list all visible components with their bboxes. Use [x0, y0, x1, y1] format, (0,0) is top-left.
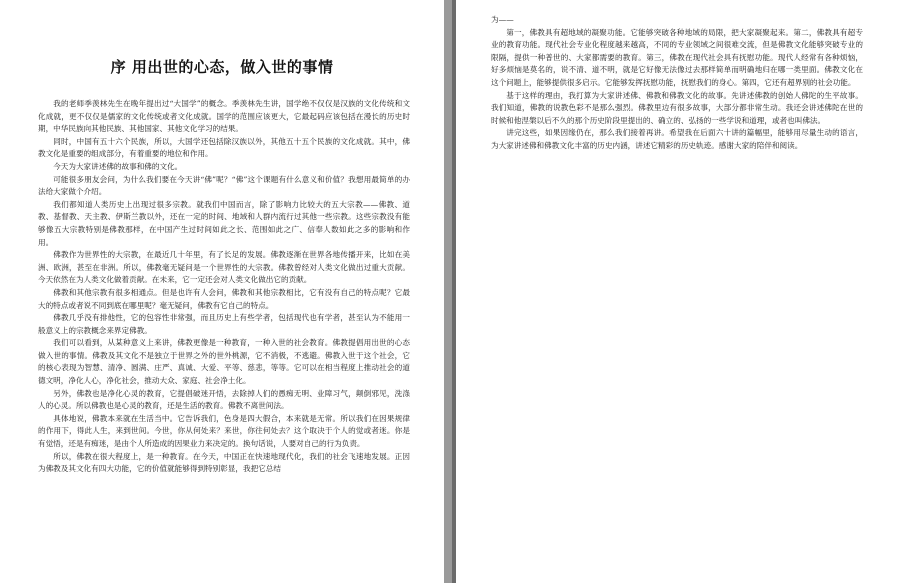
right-page	[456, 0, 899, 583]
paragraph: 今天为大家讲述佛的故事和佛的文化。	[53, 161, 183, 171]
paragraph: 可能很多朋友会问，为什么我们要在今天讲“佛”呢？“佛”这个课题有什么意义和价值？我想用最简单的办法给大家做个介绍。	[38, 174, 410, 197]
chapter-title: 序 用出世的心态，做入世的事情	[110, 58, 334, 76]
paragraph: 同时，中国有五十六个民族，所以，大国学还包括除汉族以外，其他五十五个民族的文化成就。其中，佛教文化是重要的组成部分，有着重要的地位和作用。	[38, 136, 410, 159]
paragraph: 佛教和其他宗教有很多相通点。但是也许有人会问，佛教和其他宗教相比，它有没有自己的特点呢？它最大的特点或者说不同到底在哪里呢？毫无疑问，佛教有它自己的特点。	[38, 287, 410, 310]
left-page-body	[38, 98, 410, 476]
paragraph: 佛教几乎没有排他性，它的包容性非常强，而且历史上有些学者，包括现代也有学者，甚至认为不能用一般意义上的宗教概念来界定佛教。	[38, 313, 410, 335]
paragraph: 另外，佛教也是净化心灵的教育，它提倡破迷开悟，去除掉人们的愚痴无明、业障习气，颠倒邪见，洗涤人的心灵。所以佛教也是心灵的教育，还是生活的教育。佛教不离世间法。	[38, 388, 410, 411]
left-page	[0, 0, 444, 583]
paragraph: 为——	[491, 15, 514, 24]
paragraph: 基于这样的理由，我打算为大家讲述佛、佛教和佛教文化的故事。先讲述佛教的创始人佛陀的生平故事。我们知道，佛教的说教色彩不是那么强烈。佛教里边有很多故事，大部分都非常生动。我还会讲述佛陀在世的时候和他涅槃以后不久的那个历史阶段里提出的、确立的、弘扬的一些学说和道理，或者也叫佛法。	[491, 90, 863, 125]
paragraph: 具体地说，佛教本来就在生活当中。它告诉我们，色身是四大假合，本来就是无常。所以我们在因果规律的作用下，得此人生，来到世间。今世，你从何处来？来世，你往何处去？这个取决于个人的觉或者迷。你是有觉悟，还是有痴迷，是由个人所造成的因果业力来决定的。换句话说，人要对自己的行为负责。	[38, 413, 410, 449]
paragraph: 我的老师季羡林先生在晚年提出过“大国学”的概念。季羡林先生讲，国学绝不仅仅是汉族的文化传统和文化成就，更不仅仅是儒家的文化传统或者文化成就。国学的范围应该更大，它最起码应该包括在漫长的历史时期，中华民族向其他民族、其他国家、其他文化学习的结果。	[38, 99, 410, 134]
paragraph: 我们都知道人类历史上出现过很多宗教。就我们中国而言，除了影响力比较大的五大宗教——佛教、道教、基督教、天主教、伊斯兰教以外，还在一定的时间、地域和人群内流行过其他一些宗教。这些宗教没有能够像五大宗教特别是佛教那样，在中国产生过时间如此之长、范围如此之广、信奉人数如此之多的影响和作用。	[38, 199, 410, 247]
paragraph: 我们可以看到，从某种意义上来讲，佛教更像是一种教育，一种入世的社会教育。佛教提倡用出世的心态做入世的事情。佛教及其文化不是独立于世界之外的世外桃源，它不消极，不逃避。佛教入世于这个社会，它的核心表现为智慧、清净、圆满、庄严、真诚、大爱、平等、慈悲，等等。它可以在相当程度上推动社会的道德文明，净化人心，净化社会，推动大众、家庭、社会净土化。	[38, 338, 410, 386]
right-page-body	[491, 14, 863, 153]
paragraph: 第一，佛教具有超地域的凝聚功能。它能够突破各种地域的局限，把大家凝聚起来。第二，佛教具有超专业的教育功能。现代社会专业化程度越来越高，不同的专业领域之间很难交流，但是佛教文化能够突破专业的限隔，提供一种普世的、大家都需要的教育。第三，佛教在现代社会具有抚慰功能。现代人经常有各种烦恼，好多烦恼是莫名的，说不清、道不明，就是它好像无法像过去那样简单而明确地归在哪一类里面。佛教文化在这个问题上，能够提供很多启示。它能够发挥抚慰功能，抚慰我们的身心。第四，它还有超界别的社会功能。	[491, 27, 863, 87]
paragraph: 讲完这些，如果因缘仍在，那么我们接着再讲。希望我在后面六十讲的篇幅里，能够用尽量生动的语言，为大家讲述佛和佛教文化丰富的历史内涵，讲述它精彩的历史轨迹。感谢大家的陪伴和阅读。	[491, 128, 863, 150]
paragraph: 佛教作为世界性的大宗教，在最近几十年里，有了长足的发展。佛教逐渐在世界各地传播开来，比如在美洲、欧洲，甚至在非洲。所以，佛教毫无疑问是一个世界性的大宗教。佛教曾经对人类文化做出过重大贡献。今天依然在为人类文化做着贡献。在未来，它一定还会对人类文化做出它的贡献。	[38, 250, 410, 285]
paragraph: 所以，佛教在很大程度上，是一种教育。在今天，中国正在快速地现代化，我们的社会飞速地发展。正因为佛教及其文化有四大功能，它的价值就能够得到特别彰显，我把它总结	[38, 451, 410, 474]
